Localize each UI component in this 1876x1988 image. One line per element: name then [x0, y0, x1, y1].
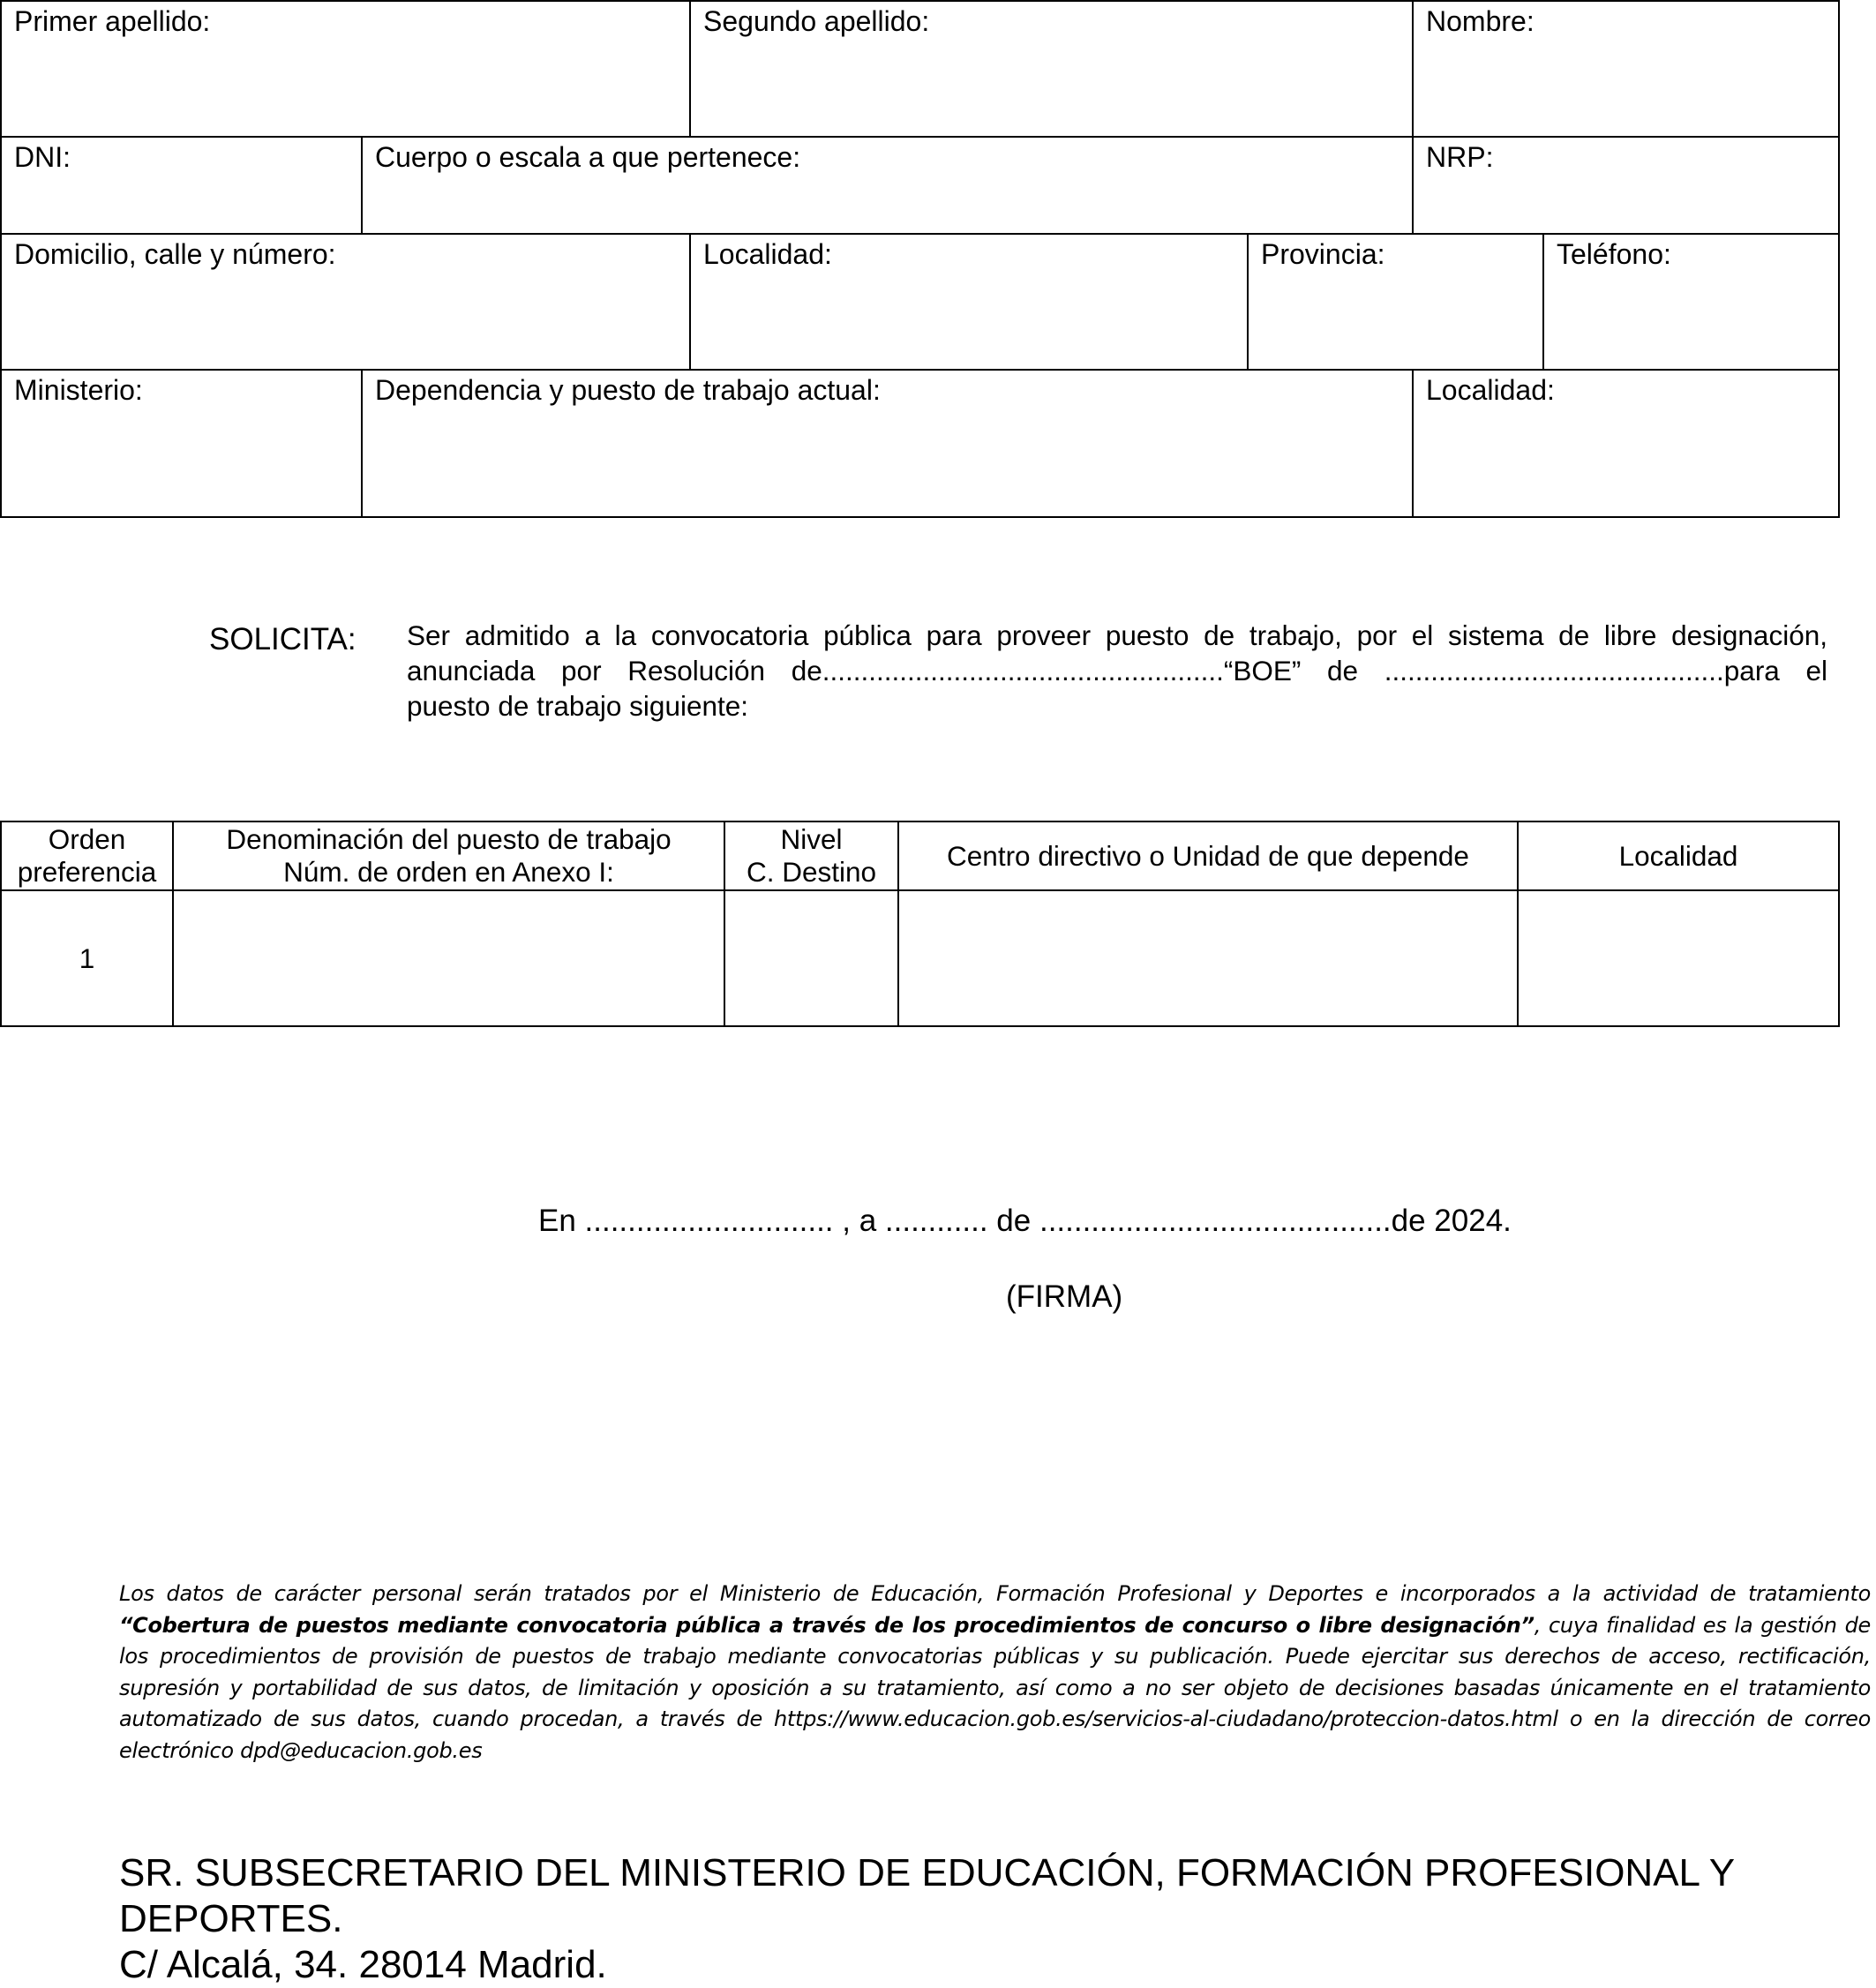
header-orden-line: Orden	[48, 823, 126, 855]
solicita-text	[407, 618, 1827, 724]
solicita-label: SOLICITA:	[209, 622, 356, 656]
dependencia-puesto-label: Dependencia y puesto de trabajo actual:	[375, 374, 881, 406]
cuerpo-escala-label: Cuerpo o escala a que pertenece:	[375, 141, 801, 173]
form-border-line	[1838, 0, 1840, 518]
privacy-activity-name: “Cobertura de puestos mediante convocatoria pública a través de los procedimientos de concurso o libre designación”	[119, 1612, 1535, 1638]
header-nivel-line: Nivel	[780, 823, 843, 855]
header-denominacion	[174, 822, 724, 889]
dni-field[interactable]	[2, 138, 361, 233]
cuerpo-escala-field[interactable]	[363, 138, 1412, 233]
domicilio-field[interactable]	[2, 235, 689, 369]
primer-apellido-field[interactable]	[2, 2, 689, 136]
telefono-field[interactable]	[1544, 235, 1838, 369]
header-nivel-line: C. Destino	[746, 856, 877, 888]
telefono-label: Teléfono:	[1557, 238, 1671, 270]
segundo-apellido-field[interactable]	[691, 2, 1412, 136]
solicita-line: Ser admitido a la convocatoria pública para proveer puesto de trabajo, por el sistema de libre designación,	[407, 619, 1827, 651]
localidad-label: Localidad:	[703, 238, 832, 270]
dependencia-puesto-field[interactable]	[363, 371, 1412, 516]
provincia-field[interactable]	[1249, 235, 1542, 369]
header-orden-preferencia	[2, 822, 172, 889]
ministerio-field[interactable]	[2, 371, 361, 516]
addressee-block	[119, 1850, 1871, 1988]
primer-apellido-label: Primer apellido:	[14, 5, 211, 37]
header-orden-line: preferencia	[17, 856, 157, 888]
nombre-label: Nombre:	[1426, 5, 1535, 37]
privacy-text: , cuya finalidad es la gestión de los procedimientos de provisión de puestos de trabajo mediante convocatorias públicas y su publicación. Puede ejercitar sus derechos de acceso, rectificación, supresión y portabilidad de sus datos, de limitación y oposición a su tratamiento, así como a no ser objeto de decisiones basadas únicamente en el tratamiento automatizado de sus datos, cuando procedan, a través de https://www.educacion.gob.es/servicios-al-ciudadano/proteccion-datos.html o en la dirección de correo electrónico dpd@educacion.gob.es	[119, 1612, 1871, 1763]
nombre-field[interactable]	[1414, 2, 1838, 136]
header-centro-label: Centro directivo o Unidad de que depende	[947, 839, 1469, 872]
table-cell-nivel[interactable]	[725, 891, 897, 1025]
privacy-notice	[119, 1579, 1871, 1767]
domicilio-label: Domicilio, calle y número:	[14, 238, 336, 270]
firma-label: (FIRMA)	[1006, 1279, 1123, 1314]
addressee-line: DEPORTES.	[119, 1897, 343, 1940]
table-cell-localidad[interactable]	[1519, 891, 1838, 1025]
table-cell-orden	[2, 891, 172, 1025]
localidad-trabajo-field[interactable]	[1414, 371, 1838, 516]
table-border-line	[0, 1025, 1840, 1027]
header-nivel-destino	[725, 822, 897, 889]
date-line: En ............................. , a ............ de .........................................de 2024.	[538, 1204, 1512, 1238]
addressee-address: C/ Alcalá, 34. 28014 Madrid.	[119, 1943, 607, 1986]
table-cell-centro[interactable]	[899, 891, 1517, 1025]
header-denominacion-line: Núm. de orden en Anexo I:	[283, 856, 614, 888]
segundo-apellido-label: Segundo apellido:	[703, 5, 930, 37]
nrp-label: NRP:	[1426, 141, 1494, 173]
localidad-trabajo-label: Localidad:	[1426, 374, 1555, 406]
header-localidad	[1519, 822, 1838, 889]
addressee-line: SR. SUBSECRETARIO DEL MINISTERIO DE EDUCACIÓN, FORMACIÓN PROFESIONAL Y	[119, 1851, 1736, 1894]
table-border-line	[1838, 821, 1840, 1027]
ministerio-label: Ministerio:	[14, 374, 143, 406]
dni-label: DNI:	[14, 141, 71, 173]
table-cell-denominacion[interactable]	[174, 891, 724, 1025]
solicita-line: puesto de trabajo siguiente:	[407, 690, 749, 722]
header-centro-directivo	[899, 822, 1517, 889]
header-localidad-label: Localidad	[1618, 839, 1738, 872]
privacy-text: Los datos de carácter personal serán tratados por el Ministerio de Educación, Formación Profesional y Deportes e incorporados a la actividad de tratamiento	[119, 1581, 1871, 1606]
localidad-field[interactable]	[691, 235, 1247, 369]
nrp-field[interactable]	[1414, 138, 1838, 233]
provincia-label: Provincia:	[1261, 238, 1385, 270]
solicita-line: anunciada por Resolución de....................................................“BOE” de ............................................para el	[407, 655, 1827, 686]
orden-value: 1	[79, 941, 95, 974]
header-denominacion-line: Denominación del puesto de trabajo	[226, 823, 672, 855]
form-border-line	[0, 516, 1840, 518]
